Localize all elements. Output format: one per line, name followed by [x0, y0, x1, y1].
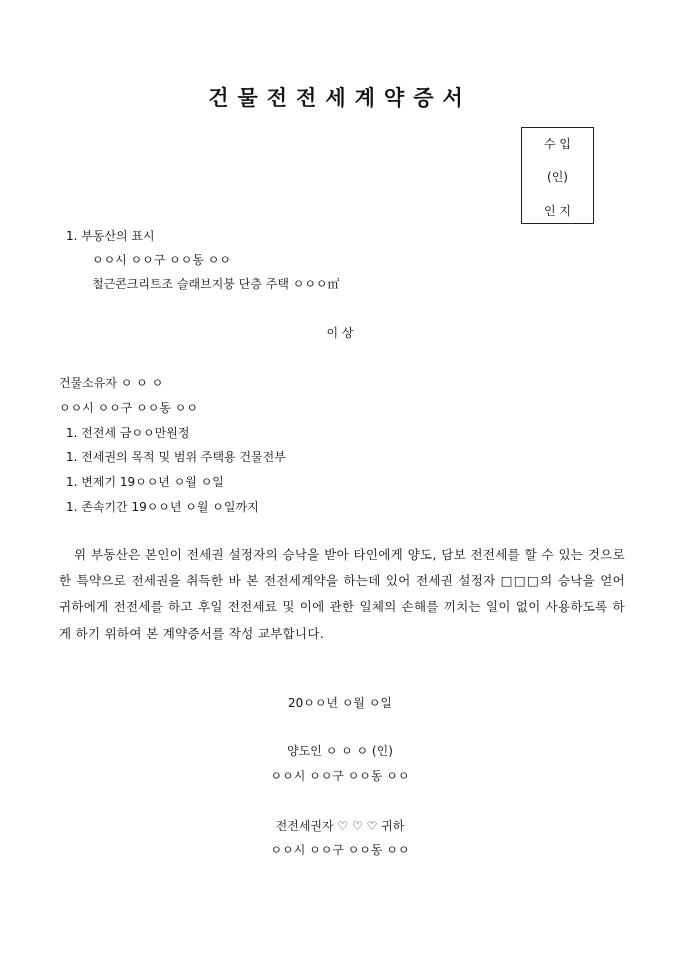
- end-mark: 이 상: [326, 326, 354, 340]
- contract-body-paragraph: 위 부동산은 본인이 전세권 설정자의 승낙을 받아 타인에게 양도, 담보 전전세를 할 수 있는 것으로 한 특약으로 전세권을 취득한 바 본 전전세계약을 하는데 있어 전세권 설정자 □□□의 승낙을 얻어 귀하에게 전전세를 하고 후일 전전세료 및 이에 관한 일체의 손해를 끼치는 일이 없이 사용하도록 하게 하기 위하여 본 계약증서를 작성 교부합니다.: [59, 547, 625, 641]
- property-heading: 1. 부동산의 표시: [66, 229, 155, 243]
- stamp-seal-mark: (인): [547, 170, 568, 184]
- grantor-name: 양도인 ㅇ ㅇ ㅇ (인): [287, 744, 393, 758]
- property-description: 철근콘크리트조 슬래브지붕 단층 주택 ㅇㅇㅇ㎡: [92, 277, 340, 291]
- stamp-label-top: 수 입: [544, 137, 571, 151]
- stamp-label-bottom: 인 지: [544, 204, 571, 218]
- term-item: 1. 전세권의 목적 및 범위 주택용 건물전부: [66, 450, 286, 464]
- document-title: 건물전전세계약증서: [208, 85, 472, 110]
- recipient-address: ㅇㅇ시 ㅇㅇ구 ㅇㅇ동 ㅇㅇ: [270, 843, 410, 857]
- contract-date: 20ㅇㅇ년 ㅇ월 ㅇ일: [287, 696, 393, 710]
- revenue-stamp-box: [521, 127, 594, 224]
- term-item: 1. 전전세 금ㅇㅇ만원정: [66, 426, 190, 440]
- property-address: ㅇㅇ시 ㅇㅇ구 ㅇㅇ동 ㅇㅇ: [92, 253, 231, 267]
- recipient-name: 전전세권자 ♡ ♡ ♡ 귀하: [275, 819, 405, 833]
- grantor-address: ㅇㅇ시 ㅇㅇ구 ㅇㅇ동 ㅇㅇ: [270, 769, 410, 783]
- owner-name: 건물소유자 ㅇ ㅇ ㅇ: [59, 376, 164, 390]
- owner-address: ㅇㅇ시 ㅇㅇ구 ㅇㅇ동 ㅇㅇ: [59, 401, 198, 415]
- term-item: 1. 존속기간 19ㅇㅇ년 ㅇ월 ㅇ일까지: [66, 500, 259, 514]
- term-item: 1. 변제기 19ㅇㅇ년 ㅇ월 ㅇ일: [66, 475, 224, 489]
